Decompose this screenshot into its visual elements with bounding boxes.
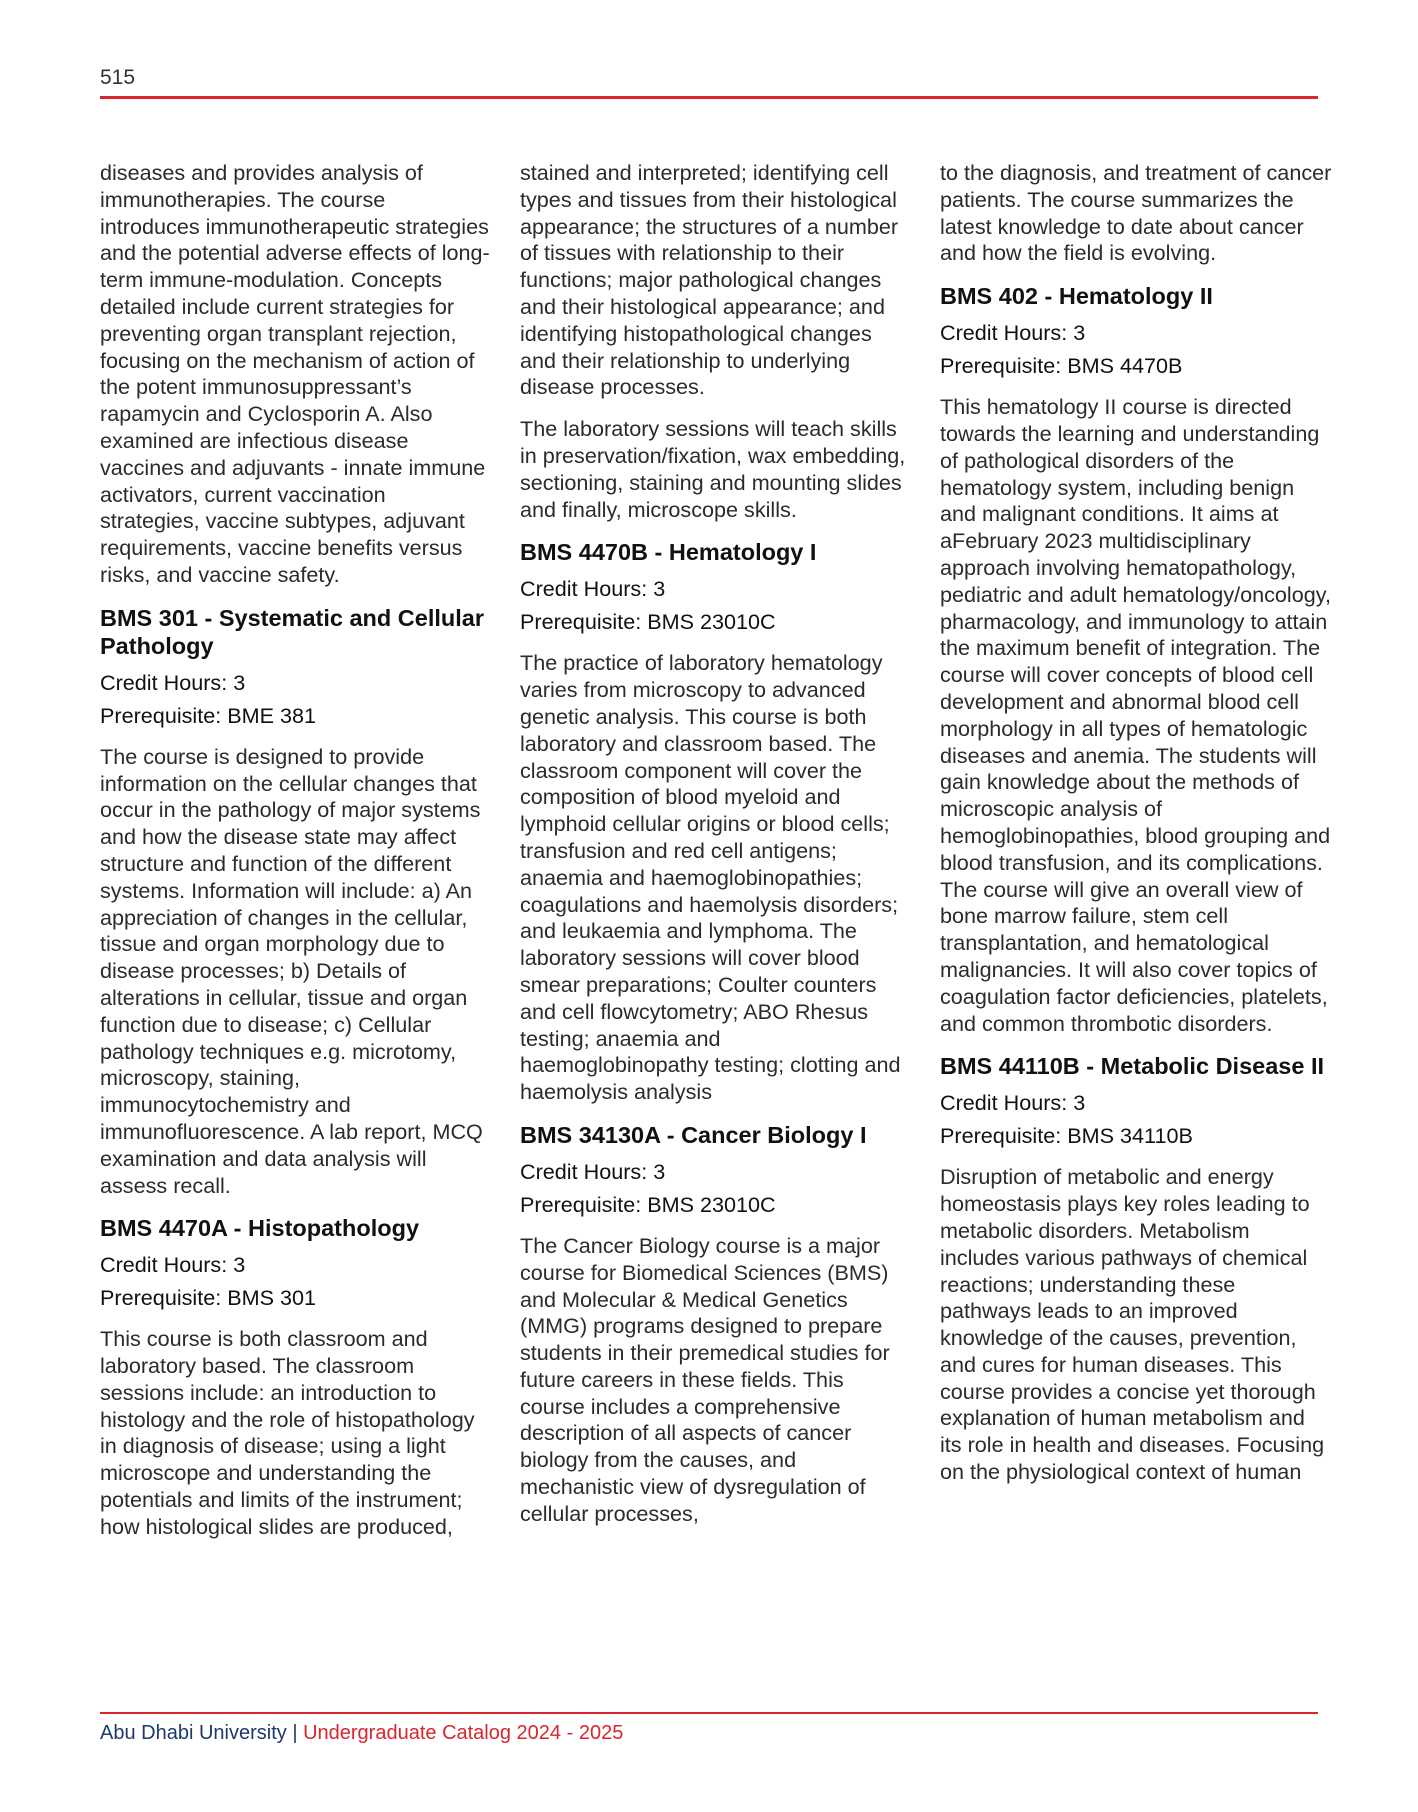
prerequisite: Prerequisite: BME 381 bbox=[100, 702, 317, 728]
course-description: This course is both classroom and laboratory based. The classroom sessions include: an introduction to histology and the role of histopathology in diagnosis of disease; using a light microscope and understanding the potentials and limits of the instrument; how histological slides are produced, bbox=[100, 1326, 475, 1539]
footer-catalog-title: Undergraduate Catalog 2024 - 2025 bbox=[303, 1722, 624, 1744]
course-description: The practice of laboratory hematology varies from microscopy to advanced genetic analysis. This course is both laboratory and classroom based. The classroom component will cover the composition of blood myeloid and lymphoid cellular origins or blood cells; transfusion and red cell antigens; anaemia and haemoglobinopathies; coagulations and haemolysis disorders; and leukaemia and lymphoma. The laboratory sessions will cover blood smear preparations; Coulter counters and cell flowcytometry; ABO Rhesus testing; anaemia and haemoglobinopathy testing; clotting and haemolysis analysis bbox=[520, 650, 901, 1105]
course-description: The course is designed to provide information on the cellular changes that occur in the pathology of major systems and how the disease state may affect structure and function of the different systems. Information will include: a) An appreciation of changes in the cellular, tissue and organ morphology due to disease processes; b) Details of alterations in cellular, tissue and organ function due to disease; c) Cellular pathology techniques e.g. microtomy, microscopy, staining, immunocytochemistry and immunofluorescence. A lab report, MCQ examination and data analysis will assess recall. bbox=[100, 743, 483, 1198]
footer-university: Abu Dhabi University bbox=[100, 1722, 287, 1744]
continued-paragraph: to the diagnosis, and treatment of cancer patients. The course summarizes the latest knowledge to date about cancer and how the field is evolving. bbox=[940, 160, 1332, 266]
credit-hours: Credit Hours: 3 bbox=[520, 1158, 666, 1184]
course-description: This hematology II course is directed towards the learning and understanding of pathological disorders of the hematology system, including benign and malignant conditions. It aims at aFebruary 2023 multidisciplinary approach involving hematopathology, pediatric and adult hematology/oncology, pharmacology, and immunology to attain the maximum benefit of integration. The course will cover concepts of blood cell development and abnormal blood cell morphology in all types of hematologic diseases and anemia. The students will gain knowledge about the methods of microscopic analysis of hemoglobinopathies, blood grouping and blood transfusion, and its complications. The course will give an overall view of bone marrow failure, stem cell transplantation, and hematological malignancies. It will also cover topics of coagulation factor deficiencies, platelets, and common thrombotic disorders. bbox=[940, 394, 1331, 1036]
lab-sessions-paragraph: The laboratory sessions will teach skills in preservation/fixation, wax embedding, sectioning, staining and mounting slides and finally, microscope skills. bbox=[520, 416, 906, 522]
course-title-bms-44110b: BMS 44110B - Metabolic Disease II bbox=[940, 1053, 1324, 1080]
page-number: 515 bbox=[100, 66, 136, 89]
course-title-bms-402: BMS 402 - Hematology II bbox=[940, 283, 1213, 310]
credit-hours: Credit Hours: 3 bbox=[100, 1252, 246, 1278]
prerequisite: Prerequisite: BMS 23010C bbox=[520, 1191, 776, 1217]
prerequisite: Prerequisite: BMS 23010C bbox=[520, 609, 776, 635]
footer-divider bbox=[100, 1712, 1318, 1714]
prerequisite: Prerequisite: BMS 34110B bbox=[940, 1123, 1193, 1149]
credit-hours: Credit Hours: 3 bbox=[100, 669, 246, 695]
footer-separator: | bbox=[292, 1722, 298, 1744]
continued-paragraph: diseases and provides analysis of immunotherapies. The course introduces immunotherapeutic strategies and the potential adverse effects of long-term immune-modulation. Concepts detailed include current strategies for preventing organ transplant rejection, focusing on the mechanism of action of the potent immunosuppressant’s rapamycin and Cyclosporin A. Also examined are infectious disease vaccines and adjuvants - innate immune activators, current vaccination strategies, vaccine subtypes, adjuvant requirements, vaccine benefits versus risks, and vaccine safety. bbox=[100, 160, 490, 587]
course-title-bms-34130a: BMS 34130A - Cancer Biology I bbox=[520, 1121, 867, 1148]
prerequisite: Prerequisite: BMS 4470B bbox=[940, 353, 1183, 379]
column-left bbox=[100, 160, 490, 1556]
header-divider bbox=[100, 96, 1318, 99]
continued-paragraph: stained and interpreted; identifying cell types and tissues from their histological appearance; the structures of a number of tissues with relationship to their functions; major pathological changes and their histological appearance; and identifying histopathological changes and their relationship to underlying disease processes. bbox=[520, 160, 899, 400]
course-title-bms-4470a: BMS 4470A - Histopathology bbox=[100, 1215, 420, 1242]
footer bbox=[100, 1722, 623, 1745]
prerequisite: Prerequisite: BMS 301 bbox=[100, 1285, 317, 1311]
column-middle bbox=[520, 160, 910, 1543]
credit-hours: Credit Hours: 3 bbox=[520, 576, 666, 602]
course-title-bms-301: BMS 301 - Systematic and Cellular Pathology bbox=[100, 604, 484, 659]
course-title-bms-4470b: BMS 4470B - Hematology I bbox=[520, 539, 817, 566]
credit-hours: Credit Hours: 3 bbox=[940, 320, 1086, 346]
credit-hours: Credit Hours: 3 bbox=[940, 1090, 1086, 1116]
course-description: Disruption of metabolic and energy homeostasis plays key roles leading to metabolic disorders. Metabolism includes various pathways of chemical reactions; understanding these pathways leads to an improved knowledge of the causes, prevention, and cures for human diseases. This course provides a concise yet thorough explanation of human metabolism and its role in health and diseases. Focusing on the physiological context of human bbox=[940, 1164, 1325, 1485]
column-right bbox=[940, 160, 1332, 1501]
course-description: The Cancer Biology course is a major course for Biomedical Sciences (BMS) and Molecular & Medical Genetics (MMG) programs designed to prepare students in their premedical studies for future careers in these fields. This course includes a comprehensive description of all aspects of cancer biology from the causes, and mechanistic view of dysregulation of cellular processes, bbox=[520, 1232, 890, 1526]
